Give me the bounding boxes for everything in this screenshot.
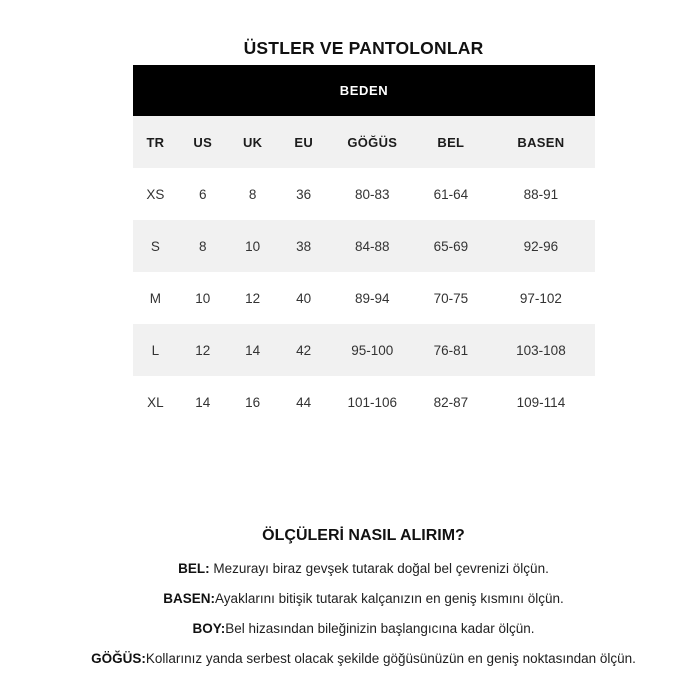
cell-eu: 42 bbox=[296, 342, 312, 358]
cell-bel: 61-64 bbox=[433, 186, 469, 202]
cell-basen: 103-108 bbox=[516, 342, 566, 358]
cell-gogus: 101-106 bbox=[347, 394, 398, 410]
col-header-us: US bbox=[193, 134, 213, 150]
table-row-l bbox=[133, 324, 595, 376]
instruction-text: Bel hizasından bileğinizin başlangıcına kadar ölçün. bbox=[225, 621, 535, 636]
cell-eu: 38 bbox=[296, 238, 312, 254]
table-header-row bbox=[133, 116, 595, 168]
instruction-boy bbox=[0, 621, 700, 636]
cell-size: XL bbox=[147, 394, 164, 410]
col-header-bel: BEL bbox=[437, 134, 465, 150]
instruction-gogus bbox=[0, 651, 700, 666]
col-header-eu: EU bbox=[294, 134, 314, 150]
cell-us: 8 bbox=[199, 238, 207, 254]
instruction-text: Kollarınız yanda serbest olacak şekilde göğüsünüzün en geniş noktasından ölçün. bbox=[145, 651, 636, 666]
cell-size: S bbox=[150, 238, 160, 254]
table-row-m bbox=[133, 272, 595, 324]
cell-us: 12 bbox=[195, 342, 211, 358]
col-header-basen: BASEN bbox=[517, 134, 565, 150]
instructions-heading: ÖLÇÜLERİ NASIL ALIRIM? bbox=[262, 527, 465, 544]
size-table-band: BEDEN bbox=[133, 65, 595, 116]
cell-size: M bbox=[149, 290, 162, 306]
instruction-label: BEL: bbox=[178, 561, 210, 576]
cell-size: XS bbox=[146, 186, 165, 202]
table-row-xs bbox=[133, 168, 595, 220]
cell-eu: 44 bbox=[296, 394, 312, 410]
cell-basen: 109-114 bbox=[516, 394, 566, 410]
cell-uk: 12 bbox=[245, 290, 261, 306]
table-row-s bbox=[133, 220, 595, 272]
cell-bel: 82-87 bbox=[433, 394, 469, 410]
instruction-text: Mezurayı biraz gevşek tutarak doğal bel çevrenizi ölçün. bbox=[209, 561, 549, 576]
col-header-tr: TR bbox=[146, 134, 165, 150]
cell-uk: 8 bbox=[248, 186, 257, 202]
size-table bbox=[133, 65, 595, 428]
cell-us: 6 bbox=[199, 186, 207, 202]
cell-us: 10 bbox=[195, 290, 211, 306]
cell-basen: 88-91 bbox=[523, 186, 559, 202]
instruction-label: GÖĞÜS: bbox=[91, 651, 146, 666]
instruction-basen bbox=[0, 591, 700, 606]
cell-basen: 92-96 bbox=[523, 238, 559, 254]
cell-us: 14 bbox=[195, 394, 211, 410]
instruction-label: BOY: bbox=[192, 621, 226, 636]
cell-gogus: 80-83 bbox=[355, 186, 390, 202]
col-header-gogus: GÖĞÜS bbox=[347, 134, 398, 150]
page-title: ÜSTLER VE PANTOLONLAR bbox=[243, 38, 484, 58]
cell-gogus: 89-94 bbox=[355, 290, 390, 306]
table-row-xl bbox=[133, 376, 595, 428]
instruction-label: BASEN: bbox=[163, 591, 216, 606]
cell-bel: 76-81 bbox=[433, 342, 469, 358]
cell-bel: 70-75 bbox=[433, 290, 469, 306]
cell-uk: 10 bbox=[245, 238, 261, 254]
cell-basen: 97-102 bbox=[519, 290, 562, 306]
cell-gogus: 84-88 bbox=[355, 238, 390, 254]
cell-uk: 14 bbox=[245, 342, 261, 358]
cell-eu: 40 bbox=[296, 290, 312, 306]
instruction-bel bbox=[0, 561, 700, 576]
size-table-grid bbox=[133, 116, 595, 428]
instruction-text: Ayaklarını bitişik tutarak kalçanızın en geniş kısmını ölçün. bbox=[215, 591, 564, 606]
cell-size: L bbox=[151, 342, 160, 358]
cell-eu: 36 bbox=[296, 186, 312, 202]
cell-uk: 16 bbox=[245, 394, 261, 410]
cell-bel: 65-69 bbox=[433, 238, 469, 254]
col-header-uk: UK bbox=[242, 134, 263, 150]
cell-gogus: 95-100 bbox=[351, 342, 394, 358]
